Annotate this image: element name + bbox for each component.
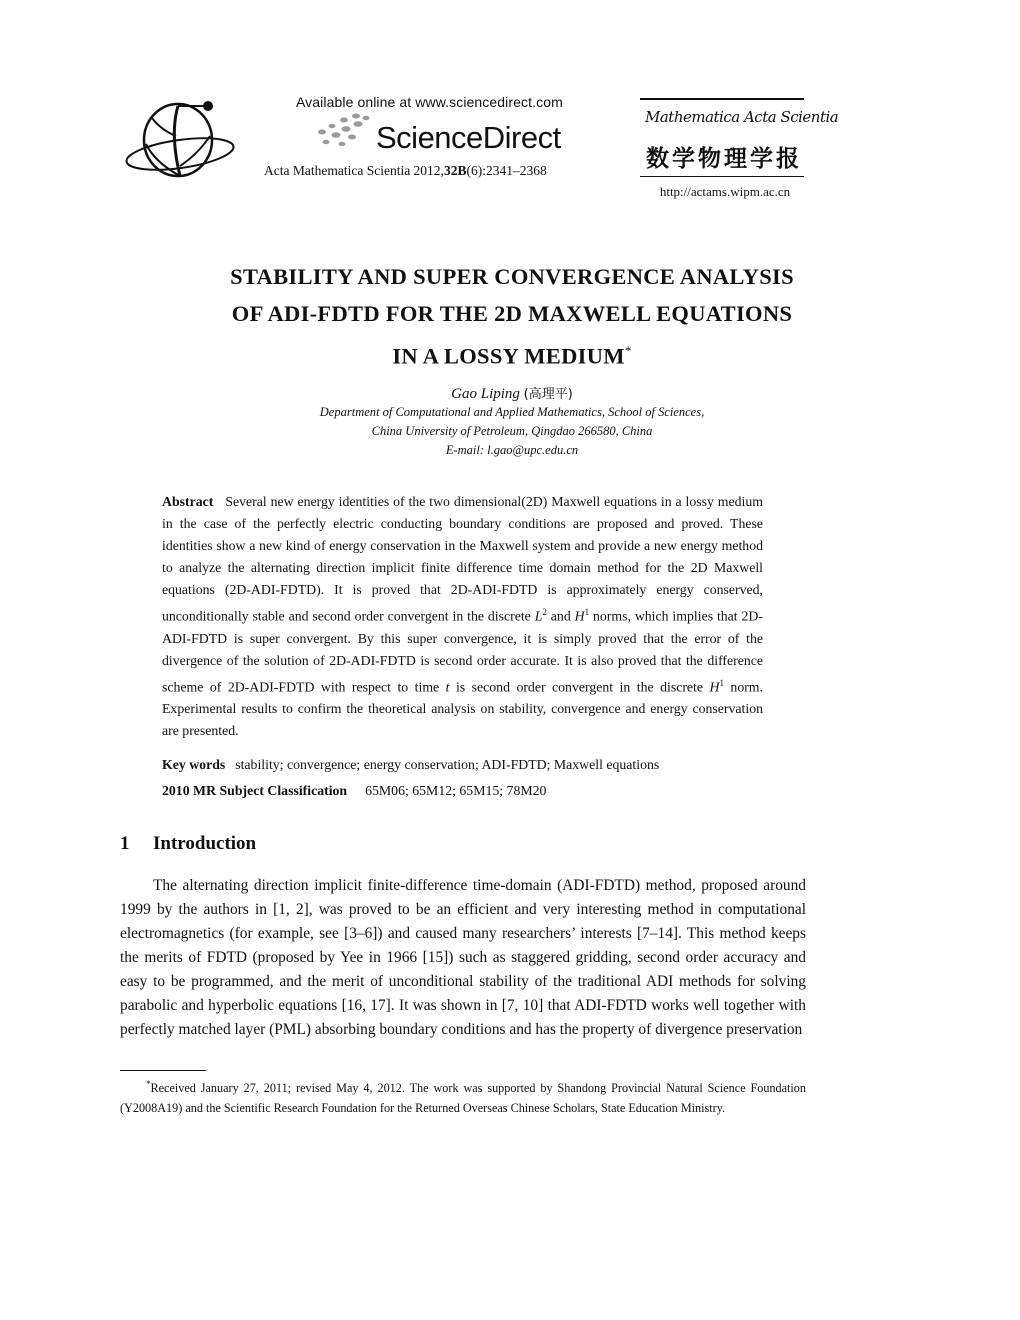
abstract	[162, 491, 763, 742]
affiliation-line-1: Department of Computational and Applied Mathematics, School of Sciences,	[319, 405, 705, 419]
acta-logo-top-rule	[640, 98, 804, 100]
journal-volume: 32B	[443, 163, 467, 178]
author-line	[100, 383, 924, 403]
keywords-text: stability; convergence; energy conservation; ADI-FDTD; Maxwell equations	[235, 757, 660, 772]
affiliation-line-2: China University of Petroleum, Qingdao 266580, China	[371, 424, 653, 438]
abstract-text-2: norms, which implies that 2D-ADI-FDTD is super convergent. By this super convergence, it is simply proved that the error of the divergence of the solution of 2D-ADI-FDTD is second order accurate. It is also proved that the difference scheme of 2D-ADI-FDTD with respect to time	[162, 608, 763, 695]
msc-text: 65M06; 65M12; 65M15; 78M20	[365, 783, 547, 798]
section-number: 1	[120, 833, 130, 854]
msc-label: 2010 MR Subject Classification	[162, 783, 348, 798]
math-H-sup: 1	[584, 607, 590, 617]
footnote-rule	[120, 1070, 206, 1071]
author-name: Gao Liping	[451, 386, 520, 402]
elsevier-tree-logo	[122, 96, 242, 182]
math-H: H	[574, 608, 585, 624]
sciencedirect-dots-logo	[312, 112, 376, 148]
author-email[interactable]: E-mail: l.gao@upc.edu.cn	[445, 443, 579, 457]
author-name-chinese: (高理平)	[523, 387, 573, 402]
footnote-text: Received January 27, 2011; revised May 4, 2012. The work was supported by Shandong Provincial Natural Science Foundation (Y2008A19) and the Scientific Research Foundation for the Returned Overseas Chinese Scholars, State Education Ministry.	[120, 1081, 806, 1115]
section-heading	[120, 833, 256, 855]
acta-logo-bottom-rule	[640, 176, 804, 177]
abstract-text-3: is second order convergent in the discrete	[449, 679, 710, 695]
abstract-text-4: norm. Experimental results to confirm the theoretical analysis on stability, convergence and energy conservation are presented.	[162, 679, 763, 739]
acta-logo-chinese-text: 数学物理学报	[646, 146, 802, 172]
keywords	[162, 757, 782, 773]
journal-url[interactable]: http://actams.wipm.ac.cn	[659, 184, 791, 199]
title-line-3	[100, 332, 924, 375]
journal-name: Acta Mathematica Scientia 2012,	[264, 163, 444, 178]
sciencedirect-online-text: Available online at www.sciencedirect.com	[296, 94, 563, 110]
math-H-2: H	[709, 679, 720, 695]
acta-logo-latin-text: Mathematica Acta Scientia	[645, 108, 839, 126]
abstract-text-1: Several new energy identities of the two dimensional(2D) Maxwell equations in a lossy medium in the case of the perfectly electric conducting boundary conditions are proposed and proved. These identities show a new kind of energy conservation in the Maxwell system and provide a new energy method to analyze the alternating direction implicit finite difference time domain method for the 2D Maxwell equations (2D-ADI-FDTD). It is proved that 2D-ADI-FDTD is approximately energy conserved, unconditionally stable and second order convergent in the discrete	[162, 494, 763, 624]
section-title: Introduction	[153, 833, 257, 854]
math-H-2-sup: 1	[719, 677, 724, 688]
footnote	[120, 1075, 806, 1118]
journal-pages: (6):2341–2368	[466, 163, 547, 178]
title-line-2: OF ADI-FDTD FOR THE 2D MAXWELL EQUATIONS	[231, 301, 793, 326]
paper-title	[100, 258, 924, 375]
title-line-3-text: IN A LOSSY MEDIUM	[392, 343, 625, 369]
math-t: t	[445, 679, 450, 695]
math-L-sup: 2	[542, 607, 547, 617]
introduction-paragraph: The alternating direction implicit finite-difference time-domain (ADI-FDTD) method, proposed around 1999 by the authors in [1, 2], was proved to be an efficient and very interesting method in computational electromagnetics (for example, see [3–6]) and caused many researchers’ interests [7–14]. This method keeps the merits of FDTD (proposed by Yee in 1966 [15]) such as staggered gridding, second order accuracy and easy to be programmed, and the merit of unconditional stability of the traditional ADI methods for solving parabolic and hyperbolic equations [16, 17]. It was shown in [7, 10] that ADI-FDTD works well together with perfectly matched layer (PML) absorbing boundary conditions and has the property of divergence preservation	[120, 877, 806, 1038]
math-L: L	[534, 608, 543, 624]
sciencedirect-brand: ScienceDirect	[376, 120, 561, 155]
journal-citation	[264, 163, 547, 179]
footnote-mark: *	[146, 1079, 151, 1089]
subject-classification	[162, 783, 782, 799]
title-line-1: STABILITY AND SUPER CONVERGENCE ANALYSIS	[230, 264, 794, 289]
keywords-label: Key words	[162, 757, 226, 772]
title-footnote-mark: *	[624, 343, 632, 358]
abstract-label: Abstract	[162, 494, 214, 509]
abstract-and: and	[546, 608, 575, 624]
